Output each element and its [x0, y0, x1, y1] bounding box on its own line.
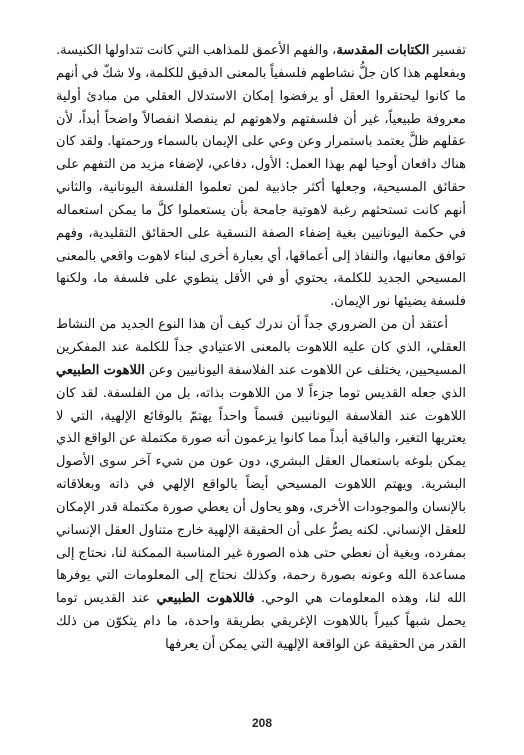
page-number: 208	[251, 716, 273, 730]
bold-term-holy-scriptures: الكتابات المقدسة	[336, 43, 430, 58]
bold-term-natural-theology: اللاهوت الطبيعي	[56, 362, 145, 378]
page-body	[56, 40, 466, 680]
bold-term-so-natural-theology: فاللاهوت الطبيعي	[156, 591, 255, 607]
text-segment: تفسير	[429, 43, 466, 58]
text-segment: ، والفهم الأعمق للمذاهب التي كانت تتداولها الكنيسة. وبفعلهم هذا كان جلُّ نشاطهم فلسفياً بالمعنى الدقيق للكلمة، ولا شكّ في أنهم ما كانوا ليحتقروا العقل أو يرفضوا إمكان الاستدلال العقلي من مبادئ أولية معروفة طبيعياً، غير أن فلسفتهم ولاهوتهم لم ينفصلا انفصالاً واضحاً أبداً، لأن عقلهم ظلَّ يعتمد باستمرار وعن وعي على الإيمان بالسماء ورحمتها. ولقد كان هناك دافعان أوحيا لهم بهذا العمل: الأول، دفاعي، لإضفاء مزيد من التفهم على حقائق المسيحية، وجعلها أكثر جاذبية لمن تعلموا الفلسفة اليونانية، والثاني أنهم كانت تستحثهم رغبة لاهوتية جامحة بأن يستعملوا كلَّ ما يمكن استعماله في حكمة اليونانيين بغية إضفاء الصفة النسقية على الحقائق التقليدية، وفهم توافق معانيها، والنفاذ إلى أعماقها، أي بعبارة أخرى لبناء لاهوت واقعي بالمعنى المسيحي الجديد للكلمة، يحتوي أو في الأقل ينطوي على فلسفة ما، ولكنها فلسفة يضيئها نور الإيمان.	[56, 43, 466, 310]
paragraph-2	[56, 314, 466, 657]
text-segment: أعتقد أن من الضروري جداً أن ندرك كيف أن هذا النوع الجديد من النشاط العقلي، الذي كان عليه اللاهوت بالمعنى الاعتيادي جداً للكلمة عند المفكرين المسيحيين، يختلف عن اللاهوت عند الفلاسفة اليونانيين وعن	[56, 317, 466, 378]
paragraph-1	[56, 40, 466, 314]
text-segment: الذي جعله القديس توما جزءاً لا من اللاهوت بذاته، بل من الفلسفة. لقد كان اللاهوت عند الفلاسفة اليونانيين قسماً واحداً يهتمّ بالوقائع الإلهية، التي لا يعتريها التغير، والباقية أبداً مما كانوا يزعمون أنه صورة مكتملة عن الواقع الذي يمكن بلوغه باستعمال العقل البشري، دون عون من شيء آخر سوى الأصول البشرية. ويهتم اللاهوت المسيحي أيضاً بالواقع الإلهي في ذاته وبعلاقاته بالإنسان والموجودات الأخرى، وهو يحاول أن يعطي صورة مكتملة قدر الإمكان للعقل الإنساني. لكنه يصرُّ على أن الحقيقة الإلهية خارج متناول العقل الإنساني بمفرده، وبغية أن نعطي حتى هذه الصورة غير المناسبة الممكنة لنا، نحتاج إلى مساعدة الله وعونه بصورة رحمة، وكذلك نحتاج إلى المعلومات التي يوفرها الله لنا، وهذه المعلومات هي الوحي.	[56, 385, 466, 607]
text-segment: عند القديس توما يحمل شبهاً كبيراً باللاهوت الإغريقي بطريقة واحدة، ما دام يتكوّن من ذلك القدر من الحقيقة عن الواقعة الإلهية التي يمكن أن يعرفها	[56, 591, 466, 652]
